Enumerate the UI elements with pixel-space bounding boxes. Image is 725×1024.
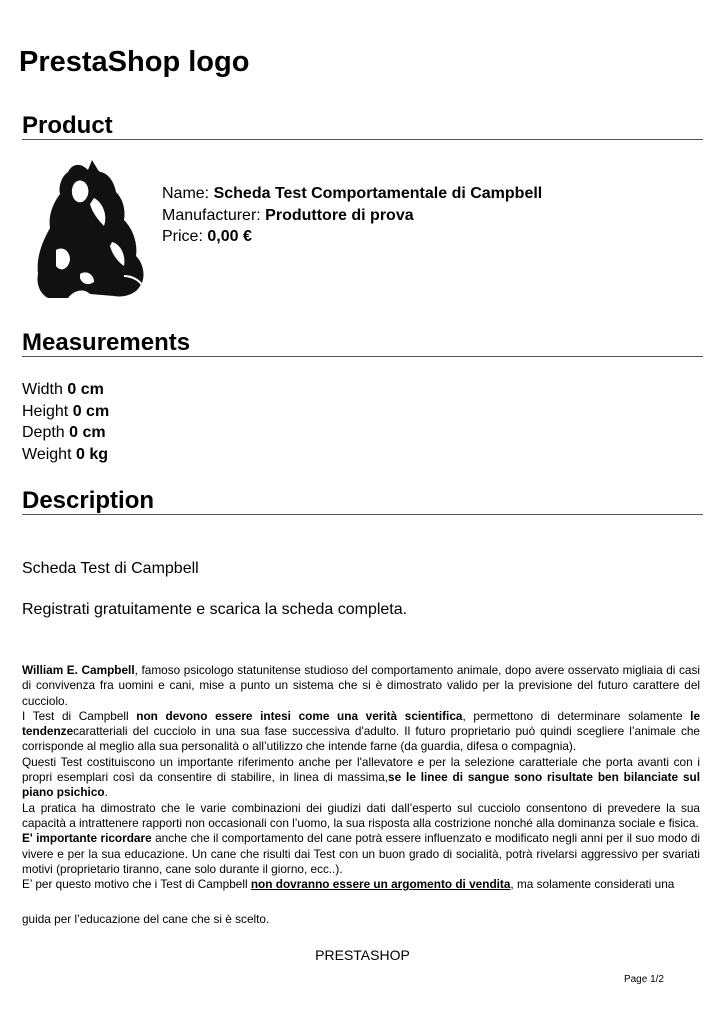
text: Questi Test costituiscono un importante riferimento anche per l'allevatore e per la selezione caratteriale che porta avanti con i propri esemplari così da consentire di stabilire, in linea di massima, [22,754,700,785]
text: caratteriali del cucciolo in una sua fase successiva d'adulto. Il futuro proprietario può quindi scegliere l’animale che corrisponde al meglio alla sua personalità o all’utilizzo che intende farne (da guardia, difesa o compagnia). [22,724,700,754]
bold-text: E' importante ricordare [22,831,152,846]
height-value: 0 cm [72,402,110,420]
description-body [22,663,700,892]
paragraph [22,831,700,877]
section-title-product: Product [22,112,113,139]
manufacturer-label: Manufacturer: [162,206,261,224]
height-label: Height [22,402,69,420]
text: anche che il comportamento del cane potrà essere influenzato e modificato negli anni per il suo modo di vivere e per la sua educazione. Un cane che risulti dai Test con un buon grado di socialità, potrà rivelarsi aggressivo per svariati motivi (proprietario tiranno, cane solo durante il giorno, ecc..). [22,831,700,876]
width-label: Width [22,381,63,398]
weight-value: 0 kg [75,445,108,463]
section-title-description: Description [22,487,155,514]
name-label: Name: [162,185,210,202]
bold-text: non devono essere intesi come una verità scientifica [136,708,463,723]
text: , permettono di determinare solamente [462,708,691,723]
divider [22,356,703,357]
bold-text: le tendenze [22,708,701,739]
text: . [104,785,108,800]
section-title-measurements: Measurements [22,329,191,356]
paragraph [22,663,700,709]
weight-label: Weight [22,445,72,463]
width-value: 0 cm [67,381,104,398]
bold-text: non dovranno essere un argomento di vendita [250,877,511,892]
price-value: 0,00 € [207,228,252,245]
manufacturer-value: Produttore di prova [265,206,414,224]
text: I Test di Campbell [22,708,137,723]
depth-label: Depth [22,424,65,441]
paragraph [22,709,700,755]
measurements-list [22,379,109,465]
paragraph: La pratica ha dimostrato che le varie combinazioni dei giudizi dati dall’esperto sul cucciolo consentono di prevedere la sua capacità a intrattenere rapporti non occasionali con l’uomo, la sua risposta alla costrizione nonché alla dominanza sociale e fisica. [22,800,700,830]
name-value: Scheda Test Comportamentale di Campbell [213,185,543,202]
text: E’ per questo motivo che i Test di Campbell [22,877,251,892]
footer-text: PRESTASHOP [315,947,410,963]
divider [22,139,703,140]
text: , ma solamente considerati una [510,877,675,892]
paragraph-tail: guida per l’educazione del cane che si è scelto. [22,912,270,926]
depth-value: 0 cm [69,424,106,441]
paragraph [22,877,700,892]
page-number: Page 1/2 [623,974,664,985]
logo-text: PrestaShop logo [19,46,250,78]
description-line-2: Registrati gratuitamente e scarica la scheda completa. [22,601,408,618]
description-line-1: Scheda Test di Campbell [22,560,199,577]
paragraph [22,755,700,801]
text: , famoso psicologo statunitense studioso del comportamento animale, dopo avere osservato migliaia di casi di convivenza fra uomini e cani, mise a punto un sistema che si è dimostrato valido per la previsione del futuro carattere del cucciolo. [22,663,700,708]
product-image [28,158,154,304]
price-label: Price: [162,228,203,245]
bold-text: William E. Campbell [22,663,135,677]
divider [22,514,703,515]
bold-text: se le linee di sangue sono risultate ben bilanciate sul piano psichico [22,770,700,800]
product-info [162,183,542,248]
